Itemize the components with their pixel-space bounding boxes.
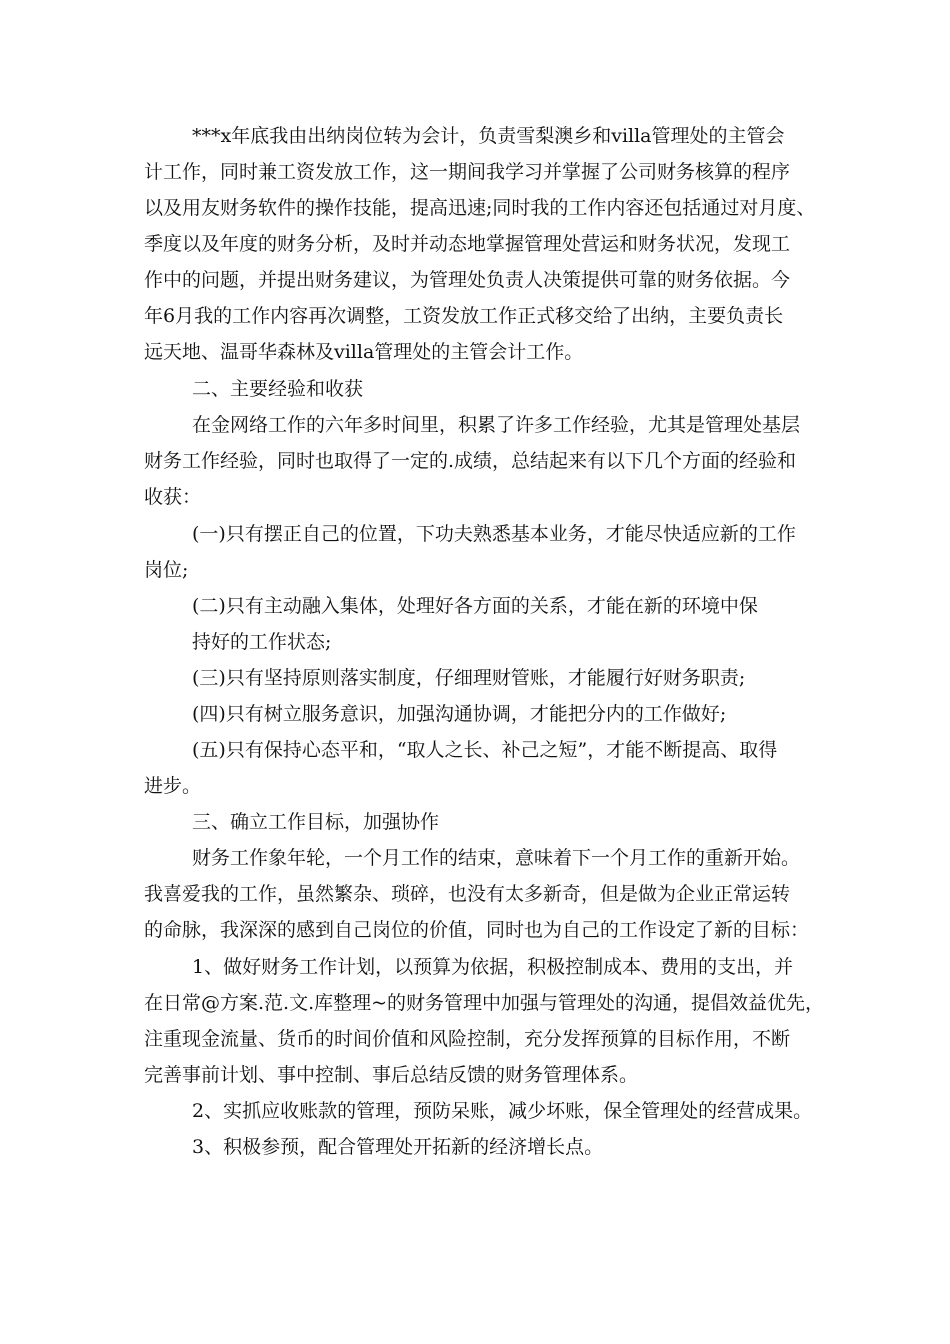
text-line: 在日常@方案.范.文.库整理~的财务管理中加强与管理处的沟通，提倡效益优先， xyxy=(144,992,825,1014)
list-item: (一)只有摆正自己的位置，下功夫熟悉基本业务，才能尽快适应新的工作 xyxy=(192,523,796,545)
text-line: 在金网络工作的六年多时间里，积累了许多工作经验，尤其是管理处基层 xyxy=(192,414,801,436)
text-line: 计工作，同时兼工资发放工作，这一期间我学习并掌握了公司财务核算的程序 xyxy=(144,161,791,183)
section-heading: 二、主要经验和收获 xyxy=(192,378,364,400)
text-line: 的命脉，我深深的感到自己岗位的价值，同时也为自己的工作设定了新的目标： xyxy=(144,919,810,941)
text-line: 我喜爱我的工作，虽然繁杂、琐碎，也没有太多新奇，但是做为企业正常运转 xyxy=(144,883,791,905)
text-line: ***x年底我由出纳岗位转为会计，负责雪梨澳乡和villa管理处的主管会 xyxy=(192,125,785,147)
text-line: 年6月我的工作内容再次调整，工资发放工作正式移交给了出纳，主要负责长 xyxy=(144,305,784,327)
text-line: 远天地、温哥华森林及villa管理处的主管会计工作。 xyxy=(144,341,584,363)
list-item: 3、积极参预，配合管理处开拓新的经济增长点。 xyxy=(192,1136,604,1158)
text-line: 持好的工作状态; xyxy=(192,631,332,653)
list-item: 1、做好财务工作计划，以预算为依据，积极控制成本、费用的支出，并 xyxy=(192,956,794,978)
section-heading: 三、确立工作目标，加强协作 xyxy=(192,811,440,833)
text-line: 岗位; xyxy=(144,559,189,581)
text-line: 收获： xyxy=(144,486,202,508)
text-line: 进步。 xyxy=(144,775,202,797)
text-line: 财务工作经验，同时也取得了一定的.成绩，总结起来有以下几个方面的经验和 xyxy=(144,450,797,472)
list-item: (二)只有主动融入集体，处理好各方面的关系，才能在新的环境中保 xyxy=(192,595,758,617)
text-line: 财务工作象年轮，一个月工作的结束，意味着下一个月工作的重新开始。 xyxy=(192,847,801,869)
text-line: 注重现金流量、货币的时间价值和风险控制，充分发挥预算的目标作用，不断 xyxy=(144,1028,791,1050)
text-line: 以及用友财务软件的操作技能，提高迅速;同时我的工作内容还包括通过对月度、 xyxy=(144,197,816,219)
text-line: 季度以及年度的财务分析，及时并动态地掌握管理处营运和财务状况，发现工 xyxy=(144,233,791,255)
list-item: (三)只有坚持原则落实制度，仔细理财管账，才能履行好财务职责; xyxy=(192,667,746,689)
list-item: (四)只有树立服务意识，加强沟通协调，才能把分内的工作做好; xyxy=(192,703,727,725)
text-line: 完善事前计划、事中控制、事后总结反馈的财务管理体系。 xyxy=(144,1064,639,1086)
list-item: (五)只有保持心态平和，“取人之长、补己之短”，才能不断提高、取得 xyxy=(192,739,778,761)
list-item: 2、实抓应收账款的管理，预防呆账，减少坏账，保全管理处的经营成果。 xyxy=(192,1100,813,1122)
text-line: 作中的问题，并提出财务建议，为管理处负责人决策提供可靠的财务依据。今 xyxy=(144,269,791,291)
